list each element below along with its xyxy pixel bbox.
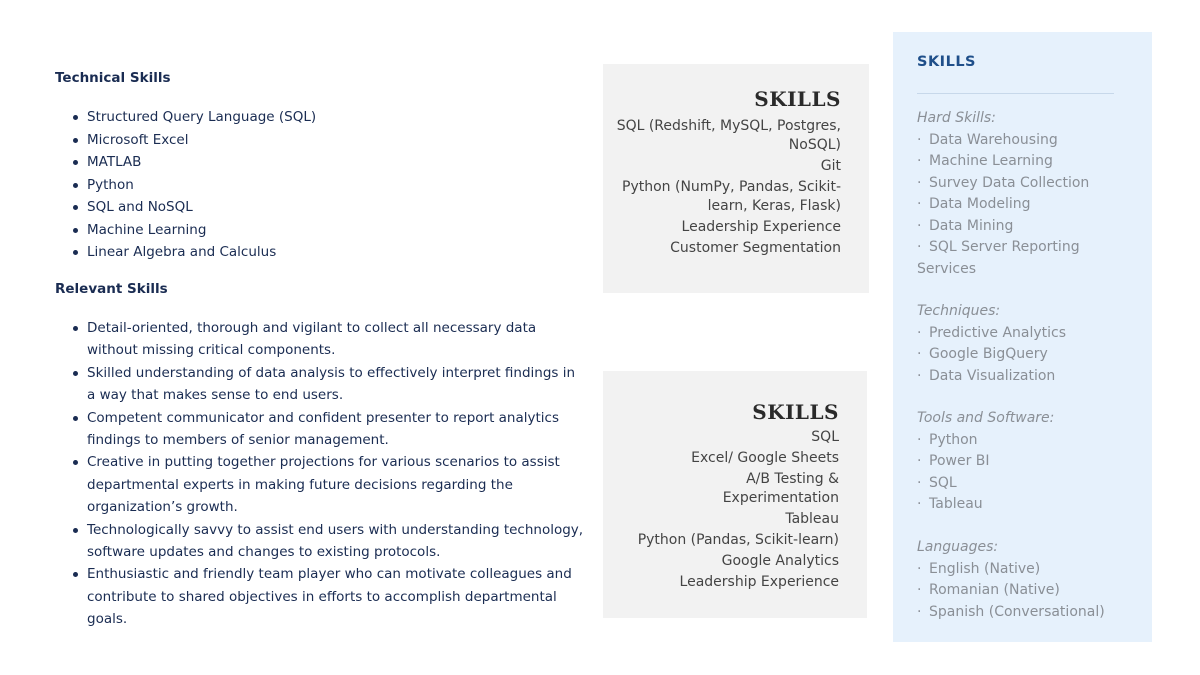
tools-software-group [917,408,1137,516]
list-item: Excel/ Google Sheets [691,450,839,466]
list-item: · Spanish (Conversational) [917,603,1105,620]
list-item: SQL and NoSQL [55,196,316,219]
list-item: · Google BigQuery [917,346,1048,362]
list-item: Customer Segmentation [670,240,841,256]
list-item: · Data Modeling [917,196,1031,212]
card-skill-list [613,117,841,258]
hard-skills-group [917,108,1137,280]
relevant-skills-list [55,317,585,631]
list-item: Google Analytics [721,553,839,569]
list-item: · SQL [917,474,957,491]
list-item: Python (Pandas, Scikit-learn) [637,532,839,548]
list-item: Structured Query Language (SQL) [55,106,316,129]
list-item: · Survey Data Collection [917,174,1090,191]
list-item: Skilled understanding of data analysis to effectively interpret findings in a way that makes sense to end users. [55,362,585,407]
list-item: · Data Warehousing [917,131,1058,148]
list-item-continued: Services [917,260,977,277]
list-item: Enthusiastic and friendly team player who can motivate colleagues and contribute to shared objectives in efforts to accomplish departmental goals. [55,563,585,630]
list-item: · Power BI [917,453,990,469]
list-item: Creative in putting together projections for various scenarios to assist departmental experts in making future decisions regarding the organization’s growth. [55,451,585,518]
card-title: SKILLS [752,400,839,424]
list-item: · English (Native) [917,560,1041,577]
technical-skills-heading: Technical Skills [55,70,171,86]
list-item: SQL (Redshift, MySQL, Postgres, NoSQL) [616,118,841,153]
list-item: Git [820,158,841,174]
list-item: Python (NumPy, Pandas, Scikit-learn, Keras, Flask) [622,179,841,214]
list-item: Tableau [785,511,839,527]
group-label: Languages: [917,539,999,555]
list-item: A/B Testing & Experimentation [722,471,839,506]
card-title: SKILLS [754,87,841,111]
skills-card-2 [603,371,867,618]
skills-card-1 [603,64,869,293]
list-item: Leadership Experience [679,574,839,590]
list-item: Competent communicator and confident presenter to report analytics findings to members of senior management. [55,407,585,452]
list-item: Microsoft Excel [55,129,316,152]
relevant-skills-heading: Relevant Skills [55,281,168,297]
group-label: Tools and Software: [917,410,1055,426]
list-item: Technologically savvy to assist end users with understanding technology, software updates and changes to existing protocols. [55,519,585,564]
list-item: Linear Algebra and Calculus [55,241,316,264]
list-item: Leadership Experience [681,219,841,235]
list-item: · Data Visualization [917,367,1056,384]
list-item: SQL [811,429,839,445]
list-item: · Python [917,431,978,448]
techniques-group [917,301,1137,387]
list-item: · Predictive Analytics [917,324,1067,341]
list-item: · SQL Server Reporting [917,239,1080,255]
list-item: Detail-oriented, thorough and vigilant to collect all necessary data without missing critical components. [55,317,585,362]
panel-title: SKILLS [917,54,976,70]
list-item: · Data Mining [917,217,1014,234]
list-item: · Tableau [917,496,983,512]
list-item: Machine Learning [55,219,316,242]
list-item: · Romanian (Native) [917,582,1060,598]
group-label: Techniques: [917,303,1001,319]
list-item: Python [55,174,316,197]
panel-divider [917,93,1114,94]
group-label: Hard Skills: [917,110,996,126]
list-item: MATLAB [55,151,316,174]
card-skill-list [613,428,839,592]
languages-group [917,537,1137,623]
list-item: · Machine Learning [917,153,1053,169]
technical-skills-list [55,106,316,264]
skills-sidebar-panel [893,32,1152,642]
